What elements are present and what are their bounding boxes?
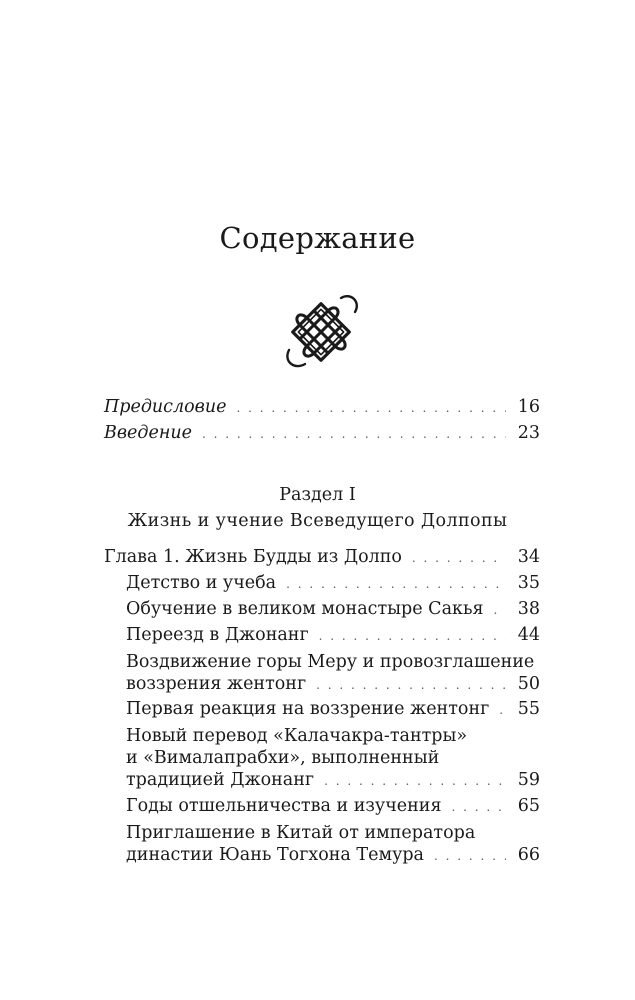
dot-leader xyxy=(499,698,506,722)
dot-leader xyxy=(494,598,506,622)
page-number: 65 xyxy=(517,796,540,816)
page-number: 55 xyxy=(517,699,540,719)
toc-entry-retreat[interactable]: Годы отшельничества и изучения . . . 65 xyxy=(126,794,540,819)
page-number: 44 xyxy=(517,625,540,645)
toc-entry-meru-line-1[interactable]: Воздвижение горы Меру и провозглашение xyxy=(126,652,535,672)
dot-leader xyxy=(434,844,506,868)
page-number: 50 xyxy=(517,674,540,694)
endless-knot-icon xyxy=(281,292,361,372)
dot-leader xyxy=(236,396,506,420)
toc-entry-translation[interactable]: традицией Джонанг . . . 59 xyxy=(126,768,540,793)
dot-leader xyxy=(202,422,506,446)
toc-entry-china[interactable]: династии Юань Тогхона Темура . . . 66 xyxy=(126,843,540,868)
dot-leader xyxy=(316,673,506,697)
toc-entry-translation-line-1[interactable]: Новый перевод «Калачакра-тантры» xyxy=(126,726,468,746)
page-number: 23 xyxy=(517,423,540,443)
page-number: 16 xyxy=(517,397,540,417)
toc-entry-chapter-1[interactable]: Глава 1. Жизнь Будды из Долпо . . . 34 xyxy=(104,545,540,570)
toc-entry-preface[interactable]: Предисловие . . . 16 xyxy=(104,395,540,420)
toc-entry-sakya[interactable]: Обучение в великом монастыре Сакья . . . 38 xyxy=(126,597,540,622)
page-number: 38 xyxy=(517,599,540,619)
page-number: 35 xyxy=(517,573,540,593)
toc-entry-meru[interactable]: воззрения жентонг . . . 50 xyxy=(126,672,540,697)
dot-leader xyxy=(452,795,507,819)
dot-leader xyxy=(412,546,506,570)
page-number: 34 xyxy=(517,547,540,567)
toc-entry-childhood[interactable]: Детство и учеба . . . 35 xyxy=(126,571,540,596)
page-number: 59 xyxy=(517,770,540,790)
toc-entry-translation-line-2[interactable]: и «Вималапрабхи», выполненный xyxy=(126,748,440,768)
toc-entry-jonang[interactable]: Переезд в Джонанг . . . 44 xyxy=(126,623,540,648)
dot-leader xyxy=(319,624,506,648)
toc-entry-first-reaction[interactable]: Первая реакция на воззрение жентонг . . . 55 xyxy=(126,697,540,722)
dot-leader xyxy=(324,769,506,793)
page-number: 66 xyxy=(517,845,540,865)
dot-leader xyxy=(286,572,506,596)
section-title: Жизнь и учение Всеведущего Долпопы xyxy=(127,511,508,531)
section-label: Раздел I xyxy=(279,485,356,505)
toc-entry-china-line-1[interactable]: Приглашение в Китай от императора xyxy=(126,823,476,843)
page-title: Содержание xyxy=(219,221,416,255)
toc-entry-introduction[interactable]: Введение . . . 23 xyxy=(104,421,540,446)
